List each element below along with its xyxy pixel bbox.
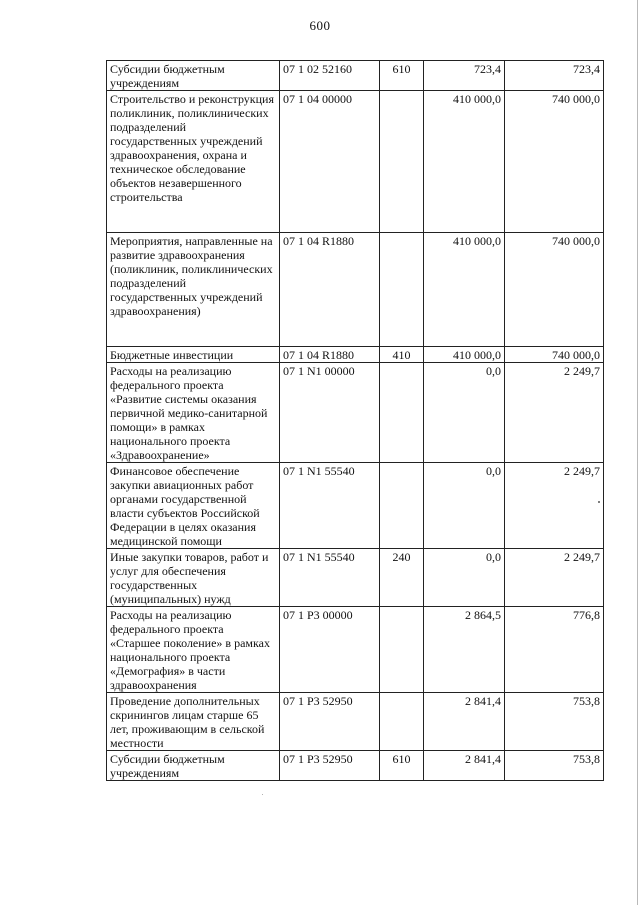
row-amount-year1: 410 000,0	[424, 347, 505, 363]
row-amount-year2: 753,8	[505, 693, 604, 751]
budget-table	[106, 60, 604, 781]
scan-speck	[262, 794, 263, 795]
row-expense-type	[380, 233, 424, 347]
row-amount-year2: 723,4	[505, 61, 604, 91]
row-amount-year1: 410 000,0	[424, 233, 505, 347]
row-expense-type	[380, 607, 424, 693]
table-row	[107, 91, 604, 233]
row-name: Бюджетные инвестиции	[107, 347, 280, 363]
table-row	[107, 61, 604, 91]
row-expense-type: 240	[380, 549, 424, 607]
row-amount-year1: 723,4	[424, 61, 505, 91]
row-amount-year1: 410 000,0	[424, 91, 505, 233]
row-amount-year1: 2 841,4	[424, 751, 505, 781]
table-row	[107, 463, 604, 549]
row-amount-year2: 740 000,0	[505, 233, 604, 347]
row-code: 07 1 P3 52950	[280, 751, 380, 781]
row-name: Расходы на реализацию федерального проекта «Старшее поколение» в рамках национального проекта «Демография» в части здравоохранения	[107, 607, 280, 693]
table-row	[107, 751, 604, 781]
row-code: 07 1 N1 55540	[280, 549, 380, 607]
row-amount-year1: 2 841,4	[424, 693, 505, 751]
row-name: Субсидии бюджетным учреждениям	[107, 751, 280, 781]
row-expense-type	[380, 693, 424, 751]
row-amount-year2: 740 000,0	[505, 347, 604, 363]
row-name: Мероприятия, направленные на развитие здравоохранения (поликлиник, поликлинических подразделений государственных учреждений здравоохранения)	[107, 233, 280, 347]
table-row	[107, 233, 604, 347]
row-name: Иные закупки товаров, работ и услуг для обеспечения государственных (муниципальных) нужд	[107, 549, 280, 607]
table-row	[107, 363, 604, 463]
row-code: 07 1 P3 00000	[280, 607, 380, 693]
row-name: Субсидии бюджетным учреждениям	[107, 61, 280, 91]
row-code: 07 1 04 R1880	[280, 347, 380, 363]
row-amount-year2: 2 249,7	[505, 363, 604, 463]
row-name: Проведение дополнительных скринингов лицам старше 65 лет, проживающим в сельской местности	[107, 693, 280, 751]
row-amount-year2: 2 249,7	[505, 463, 604, 549]
row-name: Финансовое обеспечение закупки авиационных работ органами государственной власти субъектов Российской Федерации в целях оказания медицинской помощи	[107, 463, 280, 549]
row-expense-type	[380, 463, 424, 549]
row-expense-type: 410	[380, 347, 424, 363]
row-amount-year2: 2 249,7	[505, 549, 604, 607]
table-row	[107, 347, 604, 363]
row-code: 07 1 02 52160	[280, 61, 380, 91]
scan-speck	[598, 501, 600, 503]
row-code: 07 1 N1 55540	[280, 463, 380, 549]
row-name: Строительство и реконструкция поликлиник, поликлинических подразделений государственных учреждений здравоохранения, охрана и техническое обследование объектов незавершенного строительства	[107, 91, 280, 233]
row-code: 07 1 04 R1880	[280, 233, 380, 347]
row-expense-type	[380, 363, 424, 463]
row-expense-type: 610	[380, 751, 424, 781]
page-edge-line	[637, 0, 638, 905]
row-amount-year2: 776,8	[505, 607, 604, 693]
row-amount-year1: 0,0	[424, 549, 505, 607]
page-number: 600	[309, 18, 331, 33]
row-code: 07 1 P3 52950	[280, 693, 380, 751]
row-code: 07 1 04 00000	[280, 91, 380, 233]
table-row	[107, 549, 604, 607]
row-code: 07 1 N1 00000	[280, 363, 380, 463]
row-amount-year2: 740 000,0	[505, 91, 604, 233]
table-row	[107, 607, 604, 693]
row-name: Расходы на реализацию федерального проекта «Развитие системы оказания первичной медико-санитарной помощи» в рамках национального проекта «Здравоохранение»	[107, 363, 280, 463]
row-amount-year2: 753,8	[505, 751, 604, 781]
row-amount-year1: 0,0	[424, 463, 505, 549]
row-expense-type	[380, 91, 424, 233]
row-amount-year1: 0,0	[424, 363, 505, 463]
row-expense-type: 610	[380, 61, 424, 91]
row-amount-year1: 2 864,5	[424, 607, 505, 693]
table-row	[107, 693, 604, 751]
